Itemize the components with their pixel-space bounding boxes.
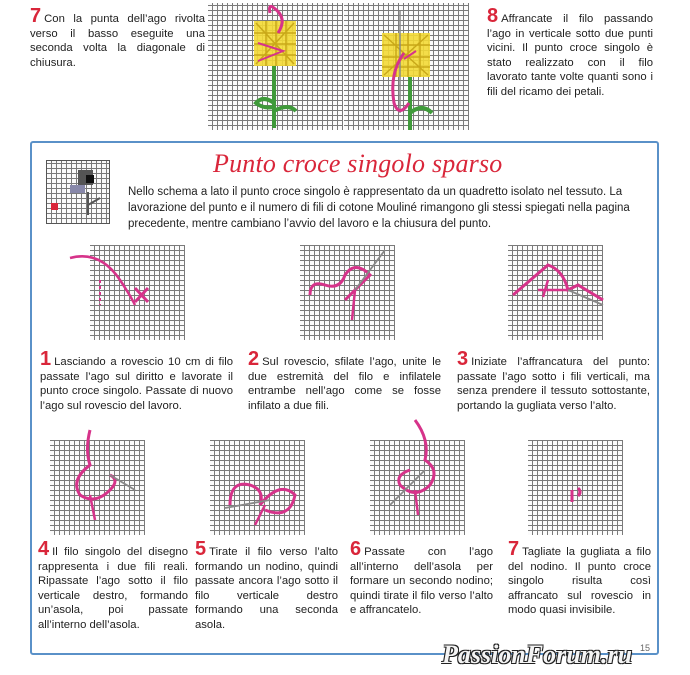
step-number: 2 xyxy=(248,348,260,370)
step-description: Passate con l’ago all’interno dell’asola per formare un secondo nodino; quindi tirate il filo verso l’alto e affrancatelo. xyxy=(350,546,493,617)
step-description: Affrancate il filo passando l’ago in verticale sotto due punti vicini. Il punto croce singolo è stato realizzato con il filo lavorato tante volte quanti sono i fili del ricamo dei petali. xyxy=(487,13,653,98)
step-1-drawing xyxy=(60,250,190,345)
step-number: 4 xyxy=(38,538,50,560)
section-step-5 xyxy=(195,540,338,633)
chart-diagram-symbols xyxy=(46,160,108,222)
step-number: 6 xyxy=(350,538,362,560)
step-3-drawing xyxy=(508,245,608,340)
section-step-7 xyxy=(508,540,651,618)
section-step-1 xyxy=(40,350,233,413)
watermark: PassionForum.ru xyxy=(442,640,633,669)
step-description: Sul rovescio, sfilate l’ago, unite le due estremità del filo e infilatele entrambe nell’ago come se fosse infilato a due fili. xyxy=(248,356,441,412)
flower-stitch-drawing-1 xyxy=(208,3,343,130)
step-description: Lasciando a rovescio 10 cm di filo passate l’ago sul diritto e lavorate il punto croce singolo. Passate di nuovo l’ago sul rovescio del lavoro. xyxy=(40,356,233,412)
step-7-drawing xyxy=(528,440,623,535)
step-4-drawing xyxy=(50,420,150,535)
top-step-7 xyxy=(30,7,205,70)
step-number: 5 xyxy=(195,538,207,560)
step-description: Iniziate l’affrancatura del punto: passate l’ago sotto i fili verticali, ma senza prendere il tessuto sottostante, portando la gugliata verso l’alto. xyxy=(457,356,650,412)
step-number: 7 xyxy=(30,5,42,27)
top-step-8 xyxy=(487,7,653,100)
step-description: Tirate il filo verso l’alto formando un nodino, quindi passate ancora l’ago sotto il filo verticale destro formando una seconda asola. xyxy=(195,546,338,631)
flower-stitch-drawing-2 xyxy=(344,3,469,130)
section-step-4 xyxy=(38,540,188,633)
section-step-6 xyxy=(350,540,493,618)
step-2-drawing xyxy=(300,245,400,340)
step-description: Il filo singolo del disegno rappresenta i due fili reali. Ripassate l’ago sotto il filo verticale destro, formando un’asola, poi passate all’interno dell’asola. xyxy=(38,546,188,631)
step-number: 3 xyxy=(457,348,469,370)
section-intro: Nello schema a lato il punto croce singolo è rappresentato da un quadretto isolato nel tessuto. La lavorazione del punto e il numero di fili di cotone Mouliné rimangono gli stessi spiegati nella pagina precedente, mentre cambiano l’avvio del lavoro e la chiusura del punto. xyxy=(128,186,630,230)
step-number: 1 xyxy=(40,348,52,370)
section-title: Punto croce singolo sparso xyxy=(213,149,503,178)
section-step-3 xyxy=(457,350,650,413)
step-number: 8 xyxy=(487,5,499,27)
step-description: Tagliate la gugliata a filo del nodino. Il punto croce singolo risulta così affrancato sul rovescio in modo quasi invisibile. xyxy=(508,546,651,617)
step-6-drawing xyxy=(370,415,470,535)
section-step-2 xyxy=(248,350,441,413)
step-5-drawing xyxy=(210,450,310,540)
page-number: 15 xyxy=(640,643,651,653)
step-description: Con la punta dell’ago rivolta verso il basso eseguite una seconda volta la diagonale di chiusura. xyxy=(30,13,205,69)
step-number: 7 xyxy=(508,538,520,560)
